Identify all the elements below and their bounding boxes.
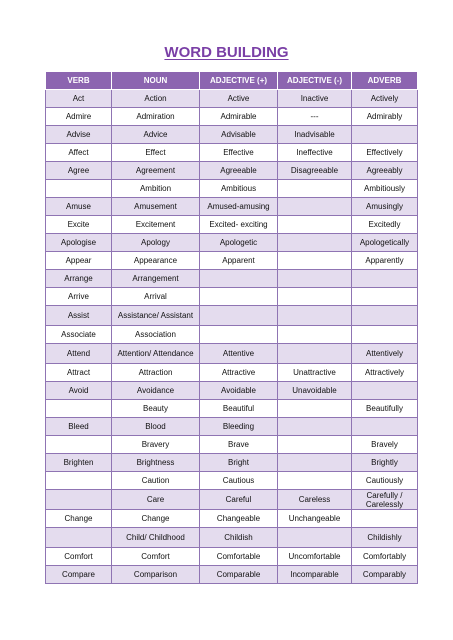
page-title: WORD BUILDING [164, 44, 289, 61]
table-row [46, 566, 418, 584]
adjective-positive-cell: Careful [200, 490, 278, 510]
verb-cell [46, 436, 112, 454]
adverb-cell: Ambitiously [352, 180, 418, 198]
verb-cell [46, 472, 112, 490]
adjective-positive-cell: Beautiful [200, 400, 278, 418]
table-row [46, 528, 418, 548]
adjective-positive-cell: Agreeable [200, 162, 278, 180]
adjective-negative-cell [278, 436, 352, 454]
adjective-positive-cell: Apparent [200, 252, 278, 270]
table-row [46, 344, 418, 364]
noun-cell: Change [112, 510, 200, 528]
adverb-cell: Cautiously [352, 472, 418, 490]
adjective-negative-cell: Inadvisable [278, 126, 352, 144]
noun-cell: Comfort [112, 548, 200, 566]
table-header-row [46, 72, 418, 90]
adverb-cell: Agreeably [352, 162, 418, 180]
table-row [46, 454, 418, 472]
adjective-negative-cell [278, 326, 352, 344]
table-row [46, 382, 418, 400]
adverb-cell [352, 510, 418, 528]
noun-cell: Comparison [112, 566, 200, 584]
adverb-cell [352, 418, 418, 436]
adverb-cell: Amusingly [352, 198, 418, 216]
adjective-negative-cell: --- [278, 108, 352, 126]
noun-cell: Association [112, 326, 200, 344]
table-row [46, 252, 418, 270]
noun-cell: Attraction [112, 364, 200, 382]
adjective-negative-cell [278, 288, 352, 306]
verb-cell [46, 180, 112, 198]
adverb-cell: Attractively [352, 364, 418, 382]
verb-cell [46, 528, 112, 548]
adjective-positive-cell: Ambitious [200, 180, 278, 198]
adjective-positive-cell: Apologetic [200, 234, 278, 252]
verb-cell: Compare [46, 566, 112, 584]
adjective-positive-cell: Excited- exciting [200, 216, 278, 234]
adjective-negative-cell: Unavoidable [278, 382, 352, 400]
noun-cell: Blood [112, 418, 200, 436]
noun-cell: Assistance/ Assistant [112, 306, 200, 326]
adverb-cell: Carefully / Carelessly [352, 490, 418, 510]
verb-cell: Brighten [46, 454, 112, 472]
adverb-cell: Excitedly [352, 216, 418, 234]
adjective-positive-cell [200, 288, 278, 306]
adverb-cell [352, 288, 418, 306]
verb-cell: Avoid [46, 382, 112, 400]
noun-cell: Arrangement [112, 270, 200, 288]
adjective-positive-cell: Amused-amusing [200, 198, 278, 216]
table-row [46, 490, 418, 510]
table-row [46, 510, 418, 528]
verb-cell: Arrange [46, 270, 112, 288]
verb-cell: Change [46, 510, 112, 528]
table-row [46, 326, 418, 344]
word-building-table [45, 71, 418, 584]
table-row [46, 400, 418, 418]
adjective-negative-cell: Disagreeable [278, 162, 352, 180]
adverb-cell: Bravely [352, 436, 418, 454]
adjective-negative-cell [278, 270, 352, 288]
noun-cell: Action [112, 90, 200, 108]
adverb-cell: Apologetically [352, 234, 418, 252]
table-row [46, 234, 418, 252]
adjective-negative-cell: Ineffective [278, 144, 352, 162]
adjective-negative-cell: Uncomfortable [278, 548, 352, 566]
table-row [46, 126, 418, 144]
adjective-negative-cell [278, 344, 352, 364]
noun-cell: Arrival [112, 288, 200, 306]
adjective-positive-cell: Advisable [200, 126, 278, 144]
verb-cell: Appear [46, 252, 112, 270]
adjective-negative-cell [278, 472, 352, 490]
adverb-cell: Admirably [352, 108, 418, 126]
header-adverb: ADVERB [352, 72, 418, 90]
header-adjective-negative: ADJECTIVE (-) [278, 72, 352, 90]
table-row [46, 180, 418, 198]
adverb-cell [352, 306, 418, 326]
adjective-negative-cell [278, 234, 352, 252]
noun-cell: Beauty [112, 400, 200, 418]
noun-cell: Agreement [112, 162, 200, 180]
verb-cell: Apologise [46, 234, 112, 252]
table-row [46, 306, 418, 326]
adverb-cell: Brightly [352, 454, 418, 472]
table-row [46, 108, 418, 126]
noun-cell: Amusement [112, 198, 200, 216]
verb-cell: Act [46, 90, 112, 108]
table-row [46, 216, 418, 234]
verb-cell: Arrive [46, 288, 112, 306]
verb-cell: Excite [46, 216, 112, 234]
adjective-positive-cell: Admirable [200, 108, 278, 126]
adjective-positive-cell: Changeable [200, 510, 278, 528]
adverb-cell: Childishly [352, 528, 418, 548]
adjective-negative-cell [278, 180, 352, 198]
table-row [46, 270, 418, 288]
noun-cell: Appearance [112, 252, 200, 270]
adverb-cell [352, 126, 418, 144]
adjective-positive-cell: Bleeding [200, 418, 278, 436]
adjective-negative-cell: Unattractive [278, 364, 352, 382]
noun-cell: Caution [112, 472, 200, 490]
adverb-cell: Comparably [352, 566, 418, 584]
table-row [46, 198, 418, 216]
adjective-positive-cell: Cautious [200, 472, 278, 490]
adverb-cell [352, 270, 418, 288]
adjective-positive-cell: Attentive [200, 344, 278, 364]
noun-cell: Excitement [112, 216, 200, 234]
noun-cell: Apology [112, 234, 200, 252]
adjective-negative-cell [278, 306, 352, 326]
noun-cell: Child/ Childhood [112, 528, 200, 548]
header-noun: NOUN [112, 72, 200, 90]
adjective-positive-cell: Active [200, 90, 278, 108]
table-row [46, 472, 418, 490]
adjective-positive-cell: Comfortable [200, 548, 278, 566]
verb-cell: Amuse [46, 198, 112, 216]
adjective-negative-cell: Unchangeable [278, 510, 352, 528]
adverb-cell: Effectively [352, 144, 418, 162]
adjective-positive-cell: Attractive [200, 364, 278, 382]
verb-cell: Admire [46, 108, 112, 126]
header-verb: VERB [46, 72, 112, 90]
adjective-positive-cell: Brave [200, 436, 278, 454]
adjective-positive-cell: Effective [200, 144, 278, 162]
adverb-cell: Apparently [352, 252, 418, 270]
adjective-negative-cell [278, 400, 352, 418]
adjective-positive-cell: Childish [200, 528, 278, 548]
verb-cell [46, 400, 112, 418]
noun-cell: Avoidance [112, 382, 200, 400]
adjective-positive-cell: Bright [200, 454, 278, 472]
verb-cell: Assist [46, 306, 112, 326]
verb-cell: Comfort [46, 548, 112, 566]
adjective-negative-cell [278, 216, 352, 234]
table-row [46, 436, 418, 454]
noun-cell: Admiration [112, 108, 200, 126]
adverb-cell: Actively [352, 90, 418, 108]
table-row [46, 548, 418, 566]
adjective-negative-cell: Inactive [278, 90, 352, 108]
adjective-negative-cell: Careless [278, 490, 352, 510]
adverb-cell [352, 326, 418, 344]
adjective-negative-cell [278, 528, 352, 548]
adverb-cell: Attentively [352, 344, 418, 364]
verb-cell: Advise [46, 126, 112, 144]
adjective-negative-cell [278, 252, 352, 270]
noun-cell: Bravery [112, 436, 200, 454]
adjective-negative-cell [278, 454, 352, 472]
table-row [46, 364, 418, 382]
table-row [46, 418, 418, 436]
noun-cell: Attention/ Attendance [112, 344, 200, 364]
verb-cell: Associate [46, 326, 112, 344]
noun-cell: Advice [112, 126, 200, 144]
verb-cell: Bleed [46, 418, 112, 436]
adjective-negative-cell [278, 418, 352, 436]
adverb-cell: Comfortably [352, 548, 418, 566]
table-row [46, 144, 418, 162]
adverb-cell: Beautifully [352, 400, 418, 418]
noun-cell: Effect [112, 144, 200, 162]
noun-cell: Brightness [112, 454, 200, 472]
table-row [46, 162, 418, 180]
adjective-negative-cell [278, 198, 352, 216]
verb-cell: Agree [46, 162, 112, 180]
noun-cell: Care [112, 490, 200, 510]
header-adjective-positive: ADJECTIVE (+) [200, 72, 278, 90]
noun-cell: Ambition [112, 180, 200, 198]
adjective-positive-cell: Comparable [200, 566, 278, 584]
verb-cell: Attract [46, 364, 112, 382]
verb-cell: Affect [46, 144, 112, 162]
adverb-cell [352, 382, 418, 400]
verb-cell: Attend [46, 344, 112, 364]
table-row [46, 90, 418, 108]
adjective-positive-cell: Avoidable [200, 382, 278, 400]
verb-cell [46, 490, 112, 510]
adjective-negative-cell: Incomparable [278, 566, 352, 584]
table-row [46, 288, 418, 306]
adjective-positive-cell [200, 306, 278, 326]
adjective-positive-cell [200, 270, 278, 288]
adjective-positive-cell [200, 326, 278, 344]
